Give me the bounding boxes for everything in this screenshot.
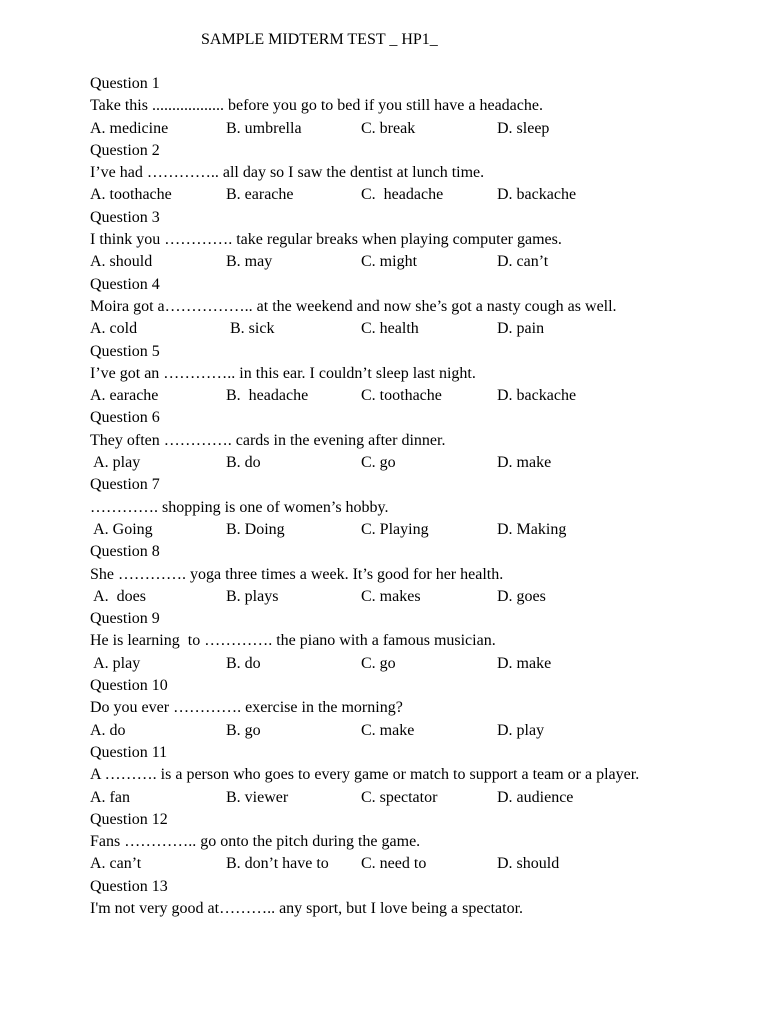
question-list: [90, 73, 730, 920]
option-d: D. goes: [497, 587, 546, 605]
option-d: D. should: [497, 855, 560, 873]
option-c: C. Playing: [361, 520, 429, 538]
question-text: I’ve got an ………….. in this ear. I couldn’t sleep last night.: [90, 364, 476, 382]
option-b: B. go: [226, 721, 261, 739]
question-block: [90, 809, 730, 876]
answer-options: [90, 720, 730, 742]
question-label: Question 12: [90, 810, 168, 828]
option-c: C. go: [361, 454, 396, 472]
question-label: Question 4: [90, 275, 160, 293]
question-block: [90, 675, 730, 742]
option-a: A. fan: [90, 788, 130, 806]
question-text: I’ve had ………….. all day so I saw the dentist at lunch time.: [90, 164, 485, 182]
option-d: D. play: [497, 721, 545, 739]
question-label: Question 6: [90, 409, 160, 427]
answer-options: [90, 519, 730, 541]
option-a: A. Going: [90, 520, 153, 538]
question-label: Question 13: [90, 877, 168, 895]
option-c: C. health: [361, 320, 419, 338]
answer-options: [90, 853, 730, 875]
question-text: Take this .................. before you go to bed if you still have a headache.: [90, 97, 543, 115]
option-d: D. Making: [497, 520, 567, 538]
option-d: D. backache: [497, 387, 577, 405]
question-text: They often …………. cards in the evening after dinner.: [90, 431, 446, 449]
option-c: C. make: [361, 721, 415, 739]
answer-options: [90, 385, 730, 407]
option-a: A. earache: [90, 387, 159, 405]
option-c: C. break: [361, 119, 416, 137]
option-b: B. headache: [226, 387, 309, 405]
question-block: [90, 341, 730, 408]
question-text: She …………. yoga three times a week. It’s good for her health.: [90, 565, 504, 583]
answer-options: [90, 251, 730, 273]
answer-options: [90, 653, 730, 675]
option-b: B. do: [226, 454, 261, 472]
question-text: A ………. is a person who goes to every game or match to support a team or a player.: [90, 766, 640, 784]
option-a: A. cold: [90, 320, 138, 338]
option-b: B. umbrella: [226, 119, 302, 137]
option-b: B. sick: [226, 320, 275, 338]
question-label: Question 2: [90, 141, 160, 159]
option-d: D. backache: [497, 186, 577, 204]
option-b: B. viewer: [226, 788, 289, 806]
option-d: D. make: [497, 654, 552, 672]
question-label: Question 10: [90, 677, 168, 695]
option-b: B. don’t have to: [226, 855, 329, 873]
option-b: B. earache: [226, 186, 294, 204]
option-c: C. makes: [361, 587, 421, 605]
option-c: C. might: [361, 253, 418, 271]
answer-options: [90, 586, 730, 608]
question-block: [90, 207, 730, 274]
option-c: C. headache: [361, 186, 444, 204]
question-block: [90, 73, 730, 140]
option-c: C. need to: [361, 855, 427, 873]
question-label: Question 9: [90, 610, 160, 628]
answer-options: [90, 184, 730, 206]
question-label: Question 1: [90, 75, 160, 92]
option-d: D. make: [497, 454, 552, 472]
option-d: D. audience: [497, 788, 574, 806]
question-label: Question 8: [90, 543, 160, 561]
answer-options: [90, 118, 730, 140]
question-block: [90, 608, 730, 675]
option-a: A. do: [90, 721, 126, 739]
question-block: [90, 876, 730, 921]
question-block: [90, 407, 730, 474]
option-a: A. play: [90, 654, 141, 672]
question-label: Question 7: [90, 476, 160, 494]
question-label: Question 5: [90, 342, 160, 360]
option-a: A. can’t: [90, 855, 142, 873]
question-block: [90, 541, 730, 608]
question-text: He is learning to …………. the piano with a famous musician.: [90, 632, 496, 650]
option-d: D. can’t: [497, 253, 549, 271]
question-text: I'm not very good at……….. any sport, but I love being a spectator.: [90, 899, 524, 917]
answer-options: [90, 452, 730, 474]
question-label: Question 11: [90, 743, 168, 761]
option-c: C. toothache: [361, 387, 442, 405]
option-b: B. plays: [226, 587, 279, 605]
question-text: I think you …………. take regular breaks when playing computer games.: [90, 231, 562, 249]
answer-options: [90, 787, 730, 809]
question-text: Fans ………….. go onto the pitch during the game.: [90, 833, 421, 851]
question-text: …………. shopping is one of women’s hobby.: [90, 498, 389, 516]
option-b: B. may: [226, 253, 273, 271]
option-a: A. should: [90, 253, 153, 271]
option-a: A. toothache: [90, 186, 172, 204]
option-c: C. spectator: [361, 788, 438, 806]
option-a: A. play: [90, 454, 141, 472]
question-block: [90, 274, 730, 341]
option-a: A. does: [90, 587, 146, 605]
option-d: D. sleep: [497, 119, 550, 137]
page-title: SAMPLE MIDTERM TEST _ HP1_: [201, 31, 438, 48]
option-b: B. do: [226, 654, 261, 672]
option-a: A. medicine: [90, 119, 169, 137]
question-block: [90, 742, 730, 809]
option-b: B. Doing: [226, 520, 285, 538]
answer-options: [90, 318, 730, 340]
option-c: C. go: [361, 654, 396, 672]
question-label: Question 3: [90, 208, 160, 226]
question-text: Do you ever …………. exercise in the morning?: [90, 699, 403, 717]
question-block: [90, 140, 730, 207]
option-d: D. pain: [497, 320, 545, 338]
question-text: Moira got a…………….. at the weekend and now she’s got a nasty cough as well.: [90, 297, 617, 315]
question-block: [90, 474, 730, 541]
